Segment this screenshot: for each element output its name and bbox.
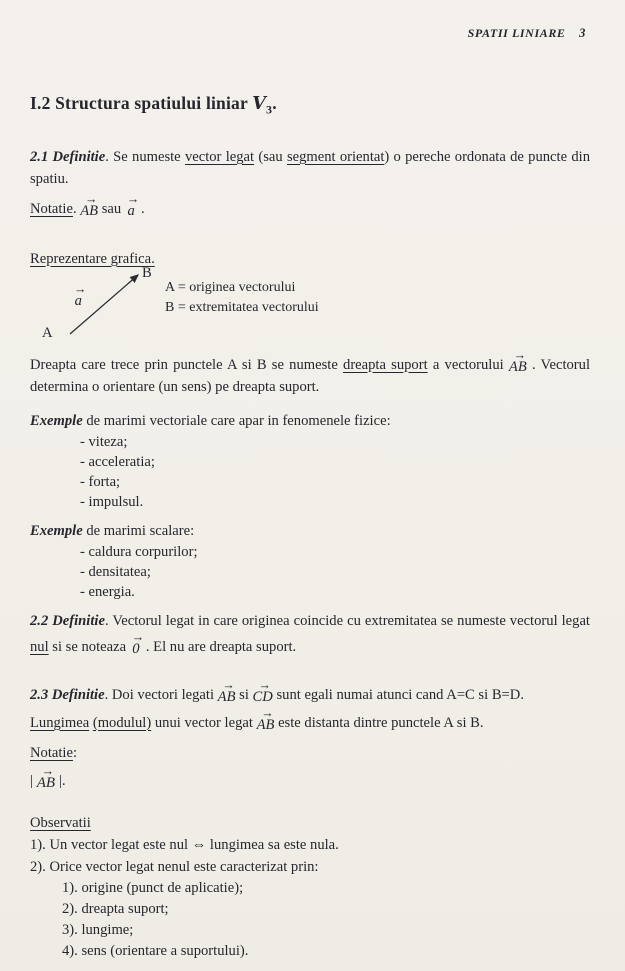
text-run: . Vectorul legat in care originea coincide cu extremitatea se numeste vectorul legat: [104, 612, 590, 629]
text-run: :: [72, 744, 78, 761]
examples-vector-heading: [30, 410, 590, 432]
text-run: este distanta dintre punctele A si B.: [274, 714, 484, 731]
vector-base: AB: [36, 774, 56, 791]
sublist-item: 2). dreapta suport;: [62, 900, 169, 917]
vector-base: CD: [252, 688, 273, 705]
text-run: a vectorului: [427, 356, 509, 373]
vector-arrow-icon: →: [41, 763, 55, 778]
running-header-title: SPATII LINIARE: [467, 26, 566, 40]
examples-lead: Exemple: [30, 412, 83, 429]
vector-notation: [256, 705, 275, 733]
definition-2-1: [30, 146, 590, 190]
text-run: de marimi scalare:: [82, 522, 195, 539]
text-run: .: [72, 200, 81, 217]
underlined-term: (modulul): [92, 714, 152, 731]
paragraph-dreapta-suport: [30, 347, 591, 398]
vector-arrow-icon: →: [126, 191, 140, 206]
vector-arrow-icon: →: [258, 677, 271, 692]
text-run: sau: [98, 200, 125, 217]
vector-notation: [130, 629, 145, 657]
vector-base: AB: [256, 716, 275, 733]
vector-notation: [252, 677, 273, 705]
definition-label: 2.3 Definitie: [30, 686, 105, 703]
text-run: Se numeste: [113, 148, 185, 165]
observations-heading-text: Observatii: [30, 814, 91, 831]
observation-sublist: [30, 878, 590, 962]
text-run: si se noteaza: [48, 638, 130, 655]
vector-base: 0: [132, 640, 140, 657]
notation-label: Notatie: [30, 744, 73, 761]
examples-scalar-list: [30, 542, 590, 602]
examples-lead: Exemple: [30, 522, 83, 539]
legend-line-a: A = originea vectorului: [165, 279, 296, 295]
examples-vector-block: [30, 410, 590, 512]
text-run: Dreapta care trece prin punctele A si B se numeste: [30, 356, 344, 373]
vector-arrow-icon: →: [84, 191, 98, 206]
text-run: de marimi vectoriale care apar in fenomenele fizice:: [82, 412, 391, 429]
definition-label: 2.1 Definitie: [30, 148, 106, 165]
symbol-subscript: 3: [266, 102, 273, 117]
figure-caption: [30, 248, 590, 268]
definition-2-2: [30, 610, 590, 658]
vector-base: AB: [217, 688, 236, 705]
modulus-notation: [30, 763, 590, 796]
script-v-symbol: V: [252, 94, 267, 114]
vector-notation: [217, 677, 236, 705]
list-item: - acceleratia;: [80, 453, 155, 470]
sublist-item: 1). origine (punct de aplicatie);: [62, 879, 244, 896]
examples-scalar-block: [30, 520, 590, 602]
text-run: si: [235, 686, 253, 703]
observation-item-2: 2). Orice vector legat nenul este caracterizat prin:: [30, 858, 319, 875]
vector-base: AB: [508, 358, 527, 375]
bar-open: |: [30, 772, 37, 789]
vector-arrow-icon: →: [261, 705, 274, 720]
vector-arrow-icon: →: [222, 677, 235, 692]
definition-2-3: [30, 677, 590, 706]
list-item: - impulsul.: [80, 493, 144, 510]
text-run: . El nu are dreapta suport.: [142, 638, 297, 655]
examples-scalar-heading: [30, 520, 590, 542]
vector-arrow-icon: →: [131, 629, 145, 644]
notation-label: Notatie: [30, 200, 73, 217]
vector-a-label: [72, 281, 87, 309]
point-label-b: B: [142, 264, 152, 281]
vector-notation: [80, 191, 99, 219]
figure-caption-text: Reprezentare grafica.: [30, 250, 155, 267]
text-run: . Vectorul determina o orientare (un sens) pe dreapta suport.: [30, 356, 591, 395]
vector-arrow-icon: →: [513, 347, 527, 362]
text-run: .: [137, 200, 145, 217]
observations-heading: [30, 812, 590, 834]
list-item: - energia.: [80, 583, 135, 600]
underlined-term: nul: [30, 638, 49, 655]
vector-base: a: [74, 292, 82, 309]
legend-line-b: B = extremitatea vectorului: [165, 299, 319, 315]
observations-block: [30, 812, 590, 962]
sublist-item: 4). sens (orientare a suportului).: [62, 942, 249, 959]
page-number: 3: [579, 26, 586, 40]
running-header: [30, 26, 590, 41]
text-run: . Doi vectori legati: [104, 686, 218, 703]
vector-notation: [125, 191, 140, 219]
text-run: ) o pereche ordonata de puncte din spatiu.: [30, 148, 590, 187]
vector-base: a: [127, 202, 135, 219]
title-period: .: [272, 93, 277, 113]
point-label-a: A: [42, 324, 53, 341]
list-item: - forta;: [80, 473, 121, 490]
section-title-text: I.2 Structura spatiului liniar: [30, 93, 253, 113]
list-item: - caldura corpurilor;: [80, 543, 198, 560]
text-run: (sau: [254, 148, 287, 165]
vector-base: AB: [80, 202, 99, 219]
definition-label: 2.2 Definitie: [30, 612, 105, 629]
examples-vector-list: [30, 432, 590, 512]
underlined-term: Lungimea: [30, 714, 90, 731]
observation-item-1: 1). Un vector legat este nul ⇔ lungimea sa este nula.: [30, 836, 339, 853]
text-run: unui vector legat: [151, 714, 257, 731]
text-run: sunt egali numai atunci cand A=C si B=D.: [272, 686, 524, 703]
diagram-legend: [165, 278, 319, 318]
sublist-item: 3). lungime;: [62, 921, 134, 938]
notation-line-1: [30, 191, 590, 226]
underlined-term: dreapta suport: [343, 356, 428, 373]
vector-notation: [36, 763, 56, 791]
list-item: - densitatea;: [80, 563, 151, 580]
notation-label-2: [30, 742, 590, 764]
text-run: .: [105, 148, 114, 165]
underlined-term: segment orientat: [286, 148, 385, 165]
section-title: [30, 91, 590, 122]
list-item: - viteza;: [80, 433, 128, 450]
vector-arrow-icon: →: [74, 281, 87, 296]
underlined-term: vector legat: [184, 148, 255, 165]
vector-diagram: [30, 264, 590, 346]
vector-notation: [508, 347, 527, 375]
bar-close: |.: [55, 772, 66, 789]
paragraph-lungimea: [30, 705, 590, 734]
